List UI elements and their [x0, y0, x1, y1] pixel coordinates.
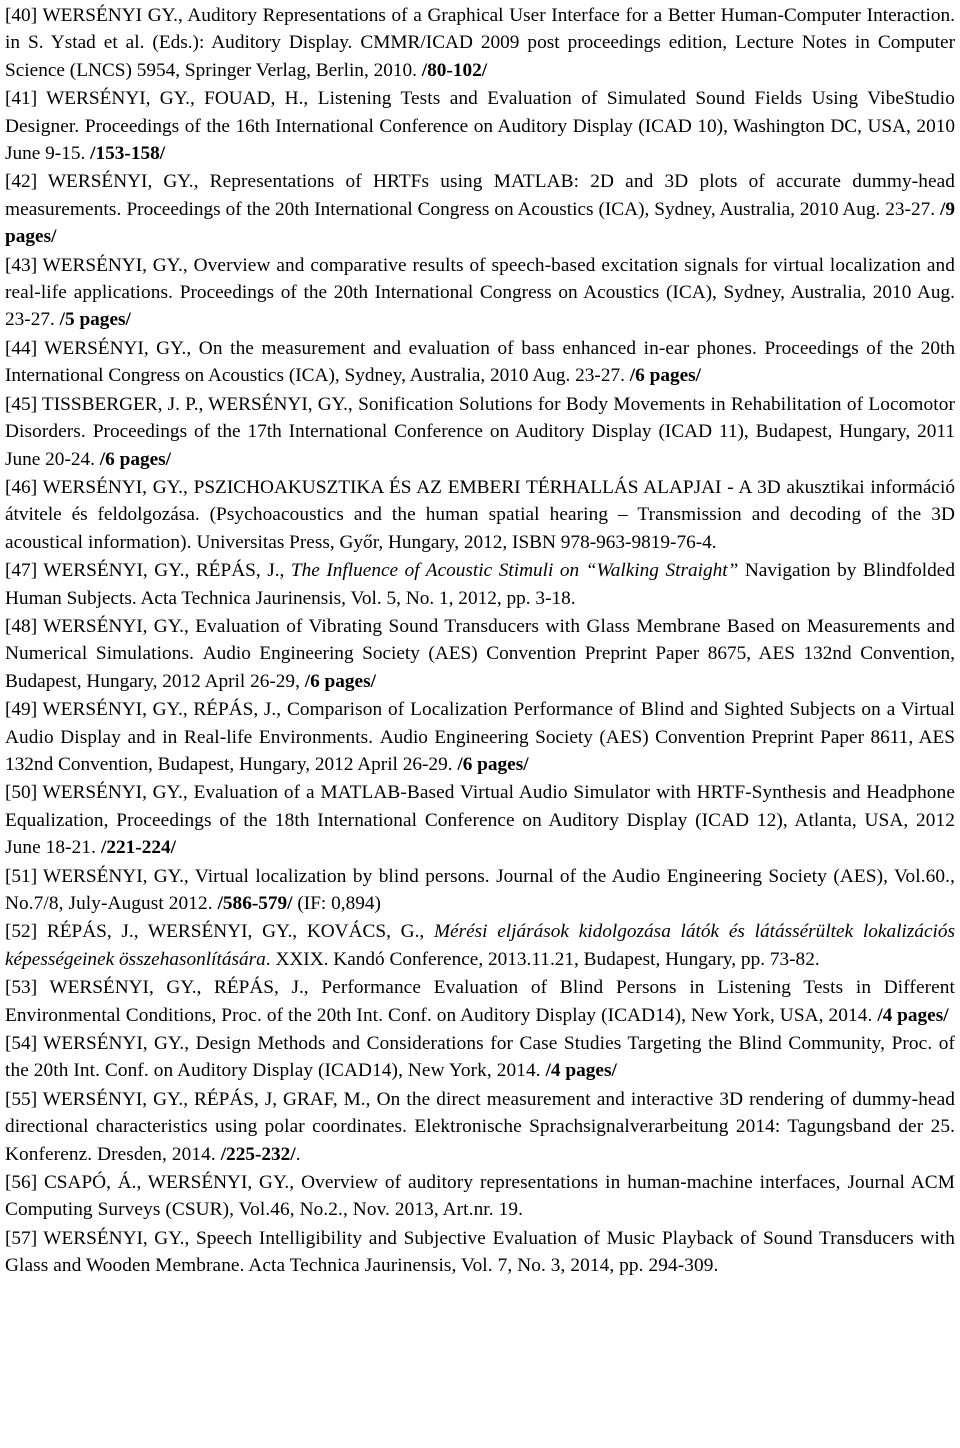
ref-50-part-0: [50] WERSÉNYI, GY. — [5, 782, 183, 804]
ref-45-part-0: [45] TISSBERGER, J. P., WERSÉNYI, GY. — [5, 393, 348, 415]
ref-51 — [5, 863, 955, 918]
ref-45-part-2: Proceedings of the 17th International Conference on Auditory Display (ICAD 11), Budapest, Hungary, 2011 June 20-24. — [5, 421, 955, 470]
ref-45 — [5, 391, 955, 473]
ref-41-part-0: [41] WERSÉNYI, GY. — [5, 88, 190, 110]
ref-47-part-3: The Influence of Acoustic Stimuli on “Walking Straight” — [290, 560, 739, 582]
ref-44-part-0: [44] WERSÉNYI, GY. — [5, 337, 187, 359]
ref-44-part-1: , On the measurement and evaluation of bass enhanced in-ear phones. — [186, 337, 765, 359]
ref-44 — [5, 335, 955, 390]
ref-46-part-0: [46] WERSÉNYI, GY. — [5, 476, 183, 498]
ref-44-part-2: Proceedings of the 20th International Congress on Acoustics (ICA), Sydney, Australia, 2010 Aug. 23-27. — [5, 337, 955, 387]
ref-45-part-3: /6 pages/ — [99, 448, 172, 470]
ref-55-part-4: . — [295, 1143, 301, 1165]
ref-44-part-3: /6 pages/ — [629, 365, 702, 387]
ref-50-part-2: /221-224/ — [101, 837, 176, 859]
ref-42 — [5, 168, 955, 250]
ref-55-part-2: , On the direct measurement and interactive 3D rendering of dummy-head directional characteristics using polar coordinates. Elektronische Sprachsignalverarbeitung 2014: Tagungsband der 25. Konferenz. Dresden, 2014. — [5, 1088, 955, 1165]
ref-40 — [5, 2, 955, 84]
ref-55 — [5, 1086, 955, 1168]
ref-53 — [5, 974, 955, 1029]
ref-40-part-1: , Auditory Representations of a Graphical User Interface for a Better Human-Computer Interaction. in S. Ystad et al. (Eds.): Auditory Display. CMMR/ICAD 2009 post proceedings edition, Lecture Notes in Computer Science (LNCS) 5954, Springer Verlag, Berlin, 2010. — [5, 5, 955, 81]
ref-53-part-2: , Performance Evaluation of Blind Persons in Listening Tests in Different Environmental Conditions, Proc. of the 20th Int. Conf. on Auditory Display (ICAD14), New York, USA, 2014. — [5, 977, 955, 1026]
ref-53-part-1: , RÉPÁS, J. — [196, 977, 304, 999]
ref-57 — [5, 1225, 955, 1280]
ref-46-part-1: , PSZICHOAKUSZTIKA ÉS AZ EMBERI TÉRHALLÁS ALAPJAI - A 3D akusztikai információ átvitele és feldolgozása. ( — [5, 476, 955, 526]
ref-48-part-2: Audio Engineering Society (AES) Convention Preprint Paper 8675, AES 132nd Convention, Budapest, Hungary, 2012 April 26-29, — [5, 643, 955, 692]
ref-55-part-3: /225-232/ — [220, 1143, 296, 1165]
ref-49 — [5, 696, 955, 778]
ref-55-part-1: , RÉPÁS, J, GRAF, M. — [183, 1088, 366, 1110]
ref-49-part-1: , RÉPÁS, J. — [182, 699, 277, 721]
ref-41-part-1: , FOUAD, H. — [189, 88, 304, 110]
ref-43-part-1: , Overview and comparative results of speech-based excitation signals for virtual localization and real-life applications. — [5, 254, 956, 304]
ref-48-part-0: [48] WERSÉNYI, GY. — [5, 615, 184, 637]
ref-41-part-3: Proceedings of the 16th International Conference on Auditory Display (ICAD 10), Washington DC, USA, 2010 June 9-15. — [5, 115, 955, 165]
ref-43 — [5, 252, 955, 334]
ref-50-part-1: , Evaluation of a MATLAB-Based Virtual Audio Simulator with HRTF-Synthesis and Headphone Equalization, Proceedings of the 18th International Conference on Auditory Display (ICAD 12), Atlanta, USA, 2012 June 18-21. — [5, 782, 955, 859]
ref-43-part-0: [43] WERSÉNYI, GY. — [5, 254, 183, 276]
ref-56-part-0: [56] CSAPÓ, Á. — [5, 1172, 137, 1194]
ref-49-part-2: , Comparison of Localization Performance of Blind and Sighted Subjects on a Virtual Audio Display and in Real-life Environments. — [5, 699, 955, 748]
ref-57-part-1: , Speech Intelligibility and Subjective Evaluation of Music Playback of Sound Transducers with Glass and Wooden Membrane. Acta Technica Jaurinensis, Vol. 7, No. 3, 2014, pp. 294-309. — [5, 1227, 955, 1277]
ref-53-part-3: /4 pages/ — [877, 1004, 949, 1026]
ref-47-part-4: Navigation by Blindfolded Human Subjects. Acta Technica Jaurinensis, Vol. 5, No. 1, 2012, pp. 3-18. — [5, 560, 956, 609]
ref-52-part-0: [52] RÉPÁS, J. — [5, 921, 134, 943]
ref-41-part-2: , Listening Tests and Evaluation of Simulated Sound Fields Using VibeStudio Designer. — [5, 88, 955, 137]
ref-53-part-0: [53] WERSÉNYI, GY. — [5, 977, 197, 999]
ref-48 — [5, 613, 955, 695]
ref-42-part-1: , Representations of HRTFs using MATLAB: 2D and 3D plots of accurate dummy-head measurements. — [5, 171, 956, 220]
ref-54-part-1: , Design Methods and Considerations for Case Studies Targeting the Blind Community, Proc. of the 20th Int. Conf. on Auditory Display (ICAD14), New York, 2014. — [5, 1033, 955, 1082]
ref-52-part-4: Mérési eljárások kidolgozása látók és látássérültek lokalizációs képességeinek összehasonlítására — [5, 921, 955, 970]
ref-49-part-0: [49] WERSÉNYI, GY. — [5, 699, 183, 721]
ref-54 — [5, 1030, 955, 1085]
ref-50 — [5, 779, 955, 861]
ref-41 — [5, 85, 955, 167]
ref-47-part-2: , — [279, 560, 291, 582]
ref-51-part-3: (IF: 0,894) — [292, 893, 381, 914]
ref-41-part-4: /153-158/ — [90, 143, 166, 165]
ref-52-part-2: , KOVÁCS, G. — [292, 921, 420, 943]
ref-52-part-5: . XXIX. Kandó Conference, 2013.11.21, Budapest, Hungary, pp. 73-82. — [265, 948, 820, 970]
ref-52 — [5, 918, 955, 973]
ref-47-part-0: [47] WERSÉNYI, GY. — [5, 560, 185, 582]
ref-43-part-3: /5 pages/ — [59, 309, 131, 331]
ref-57-part-0: [57] WERSÉNYI, GY. — [5, 1227, 185, 1249]
ref-49-part-3: Audio Engineering Society (AES) Convention Preprint Paper 8611, AES 132nd Convention, Budapest, Hungary, 2012 April 26-29. — [5, 726, 955, 775]
ref-52-part-1: , WERSÉNYI, GY. — [133, 921, 293, 943]
ref-46-part-3: Universitas Press, Győr, Hungary, 2012, ISBN 978-963-9819-76-4. — [196, 531, 717, 553]
ref-51-part-2: /586-579/ — [217, 893, 293, 914]
ref-56-part-1: , WERSÉNYI, GY. — [136, 1172, 290, 1194]
ref-42-part-3: /9 pages/ — [5, 198, 955, 248]
ref-48-part-1: , Evaluation of Vibrating Sound Transducers with Glass Membrane Based on Measurements and Numerical Simulations. — [5, 615, 955, 665]
ref-55-part-0: [55] WERSÉNYI, GY. — [5, 1088, 184, 1110]
ref-54-part-2: /4 pages/ — [545, 1060, 617, 1082]
ref-45-part-1: , Sonification Solutions for Body Movements in Rehabilitation of Locomotor Disorders. — [5, 393, 955, 443]
ref-40-part-2: /80-102/ — [421, 59, 488, 81]
ref-40-part-0: [40] WERSÉNYI GY. — [5, 5, 178, 26]
ref-56 — [5, 1169, 955, 1224]
ref-56-part-2: , Overview of auditory representations in human-machine interfaces, Journal ACM Computing Surveys (CSUR), Vol.46, No.2., Nov. 2013, Art.nr. 19. — [5, 1172, 955, 1221]
ref-46 — [5, 474, 955, 556]
ref-47 — [5, 557, 955, 612]
ref-42-part-2: Proceedings of the 20th International Congress on Acoustics (ICA), Sydney, Australia, 2010 Aug. 23-27. — [126, 198, 940, 220]
ref-51-part-0: [51] WERSÉNYI, GY. — [5, 865, 184, 887]
ref-54-part-0: [54] WERSÉNYI, GY. — [5, 1033, 185, 1055]
ref-49-part-4: /6 pages/ — [457, 753, 529, 775]
ref-48-part-3: /6 pages/ — [304, 670, 376, 692]
ref-52-part-3: , — [419, 921, 434, 943]
ref-46-part-2: Psychoacoustics and the human spatial hearing – Transmission and decoding of the 3D acoustical information). — [5, 504, 955, 553]
ref-42-part-0: [42] WERSÉNYI, GY. — [5, 171, 194, 193]
ref-43-part-2: Proceedings of the 20th International Congress on Acoustics (ICA), Sydney, Australia, 2010 Aug. 23-27. — [5, 282, 955, 331]
ref-51-part-1: , Virtual localization by blind persons. Journal of the Audio Engineering Society (AES), Vol.60., No.7/8, July-August 2012. — [5, 865, 955, 914]
ref-47-part-1: , RÉPÁS, J. — [184, 560, 280, 582]
